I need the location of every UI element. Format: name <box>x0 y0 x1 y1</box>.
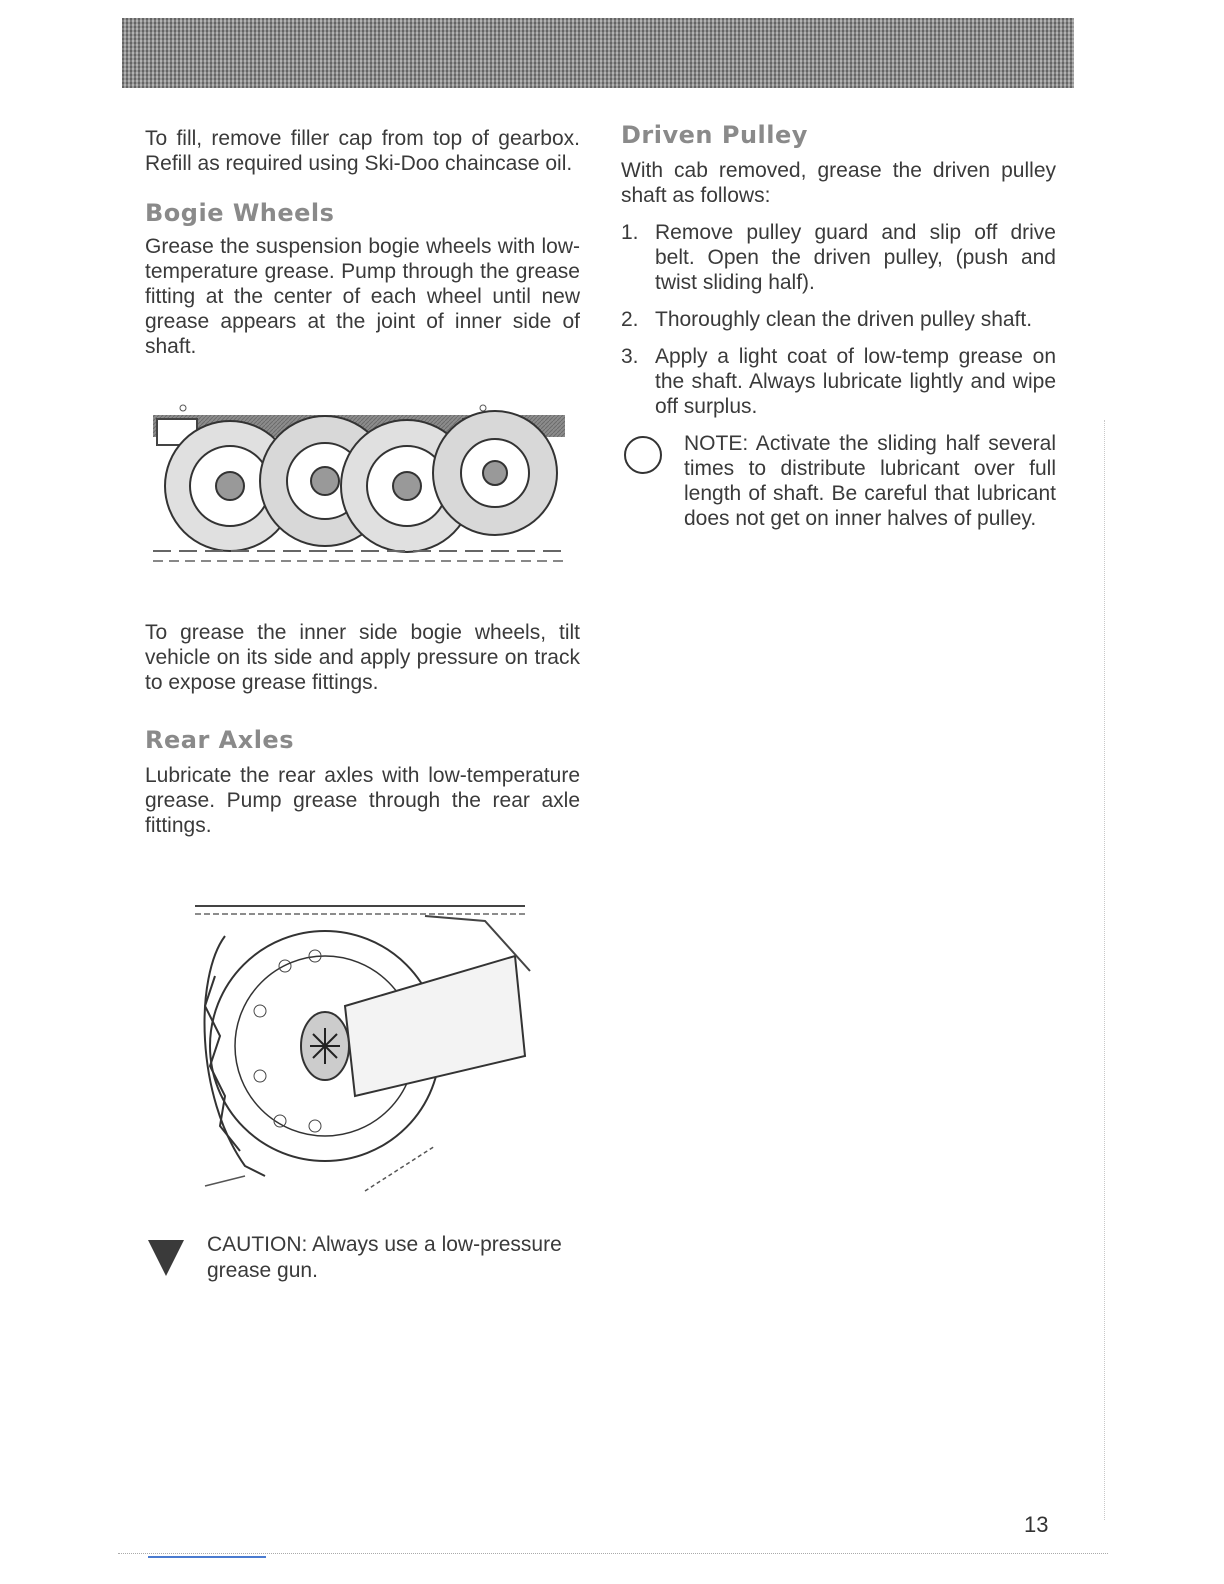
caution-triangle-icon <box>147 1238 185 1278</box>
footer-accent-line <box>148 1556 266 1558</box>
bogie-wheels-paragraph: Grease the suspension bogie wheels with low-temperature grease. Pump through the grease fitting at the center of each wheel until new grease appears at the joint of inner side of shaft. <box>145 235 580 358</box>
driven-pulley-heading: Driven Pulley <box>621 121 808 149</box>
caution-block <box>145 1232 580 1284</box>
note-text: NOTE: Activate the sliding half several times to distribute lubricant over full length of shaft. Be careful that lubricant does not get on inner halves of pulley. <box>684 432 1056 530</box>
list-item <box>621 220 1056 295</box>
list-item <box>621 344 1056 419</box>
note-circle-icon <box>623 435 663 475</box>
page-number: 13 <box>1024 1512 1049 1537</box>
caution-text: CAUTION: Always use a low-pressure grease gun. <box>207 1233 562 1282</box>
intro-paragraph: To fill, remove filler cap from top of gearbox. Refill as required using Ski-Doo chaincase oil. <box>145 127 580 175</box>
rear-axles-heading: Rear Axles <box>145 726 294 754</box>
list-item <box>621 307 1056 332</box>
step-text: Remove pulley guard and slip off drive belt. Open the driven pulley, (push and twist sliding half). <box>655 221 1056 294</box>
inner-side-paragraph: To grease the inner side bogie wheels, tilt vehicle on its side and apply pressure on track to expose grease fittings. <box>145 621 580 694</box>
driven-pulley-steps <box>621 220 1056 419</box>
left-column <box>145 126 580 1284</box>
step-text: Thoroughly clean the driven pulley shaft. <box>655 308 1033 331</box>
right-column <box>621 120 1056 531</box>
bogie-wheels-illustration <box>145 401 570 576</box>
step-number: 1. <box>621 221 639 244</box>
bogie-wheels-heading: Bogie Wheels <box>145 199 335 227</box>
footer-rule <box>118 1553 1108 1554</box>
header-banner <box>122 18 1074 88</box>
edge-marks <box>1104 420 1105 1520</box>
rear-axles-paragraph: Lubricate the rear axles with low-temperature grease. Pump grease through the rear axle fittings. <box>145 764 580 837</box>
step-number: 2. <box>621 308 639 331</box>
note-block <box>621 431 1056 531</box>
step-text: Apply a light coat of low-temp grease on the shaft. Always lubricate lightly and wipe off surplus. <box>655 345 1056 418</box>
driven-pulley-intro: With cab removed, grease the driven pulley shaft as follows: <box>621 159 1056 207</box>
step-number: 3. <box>621 345 639 368</box>
rear-axle-illustration <box>185 896 535 1196</box>
